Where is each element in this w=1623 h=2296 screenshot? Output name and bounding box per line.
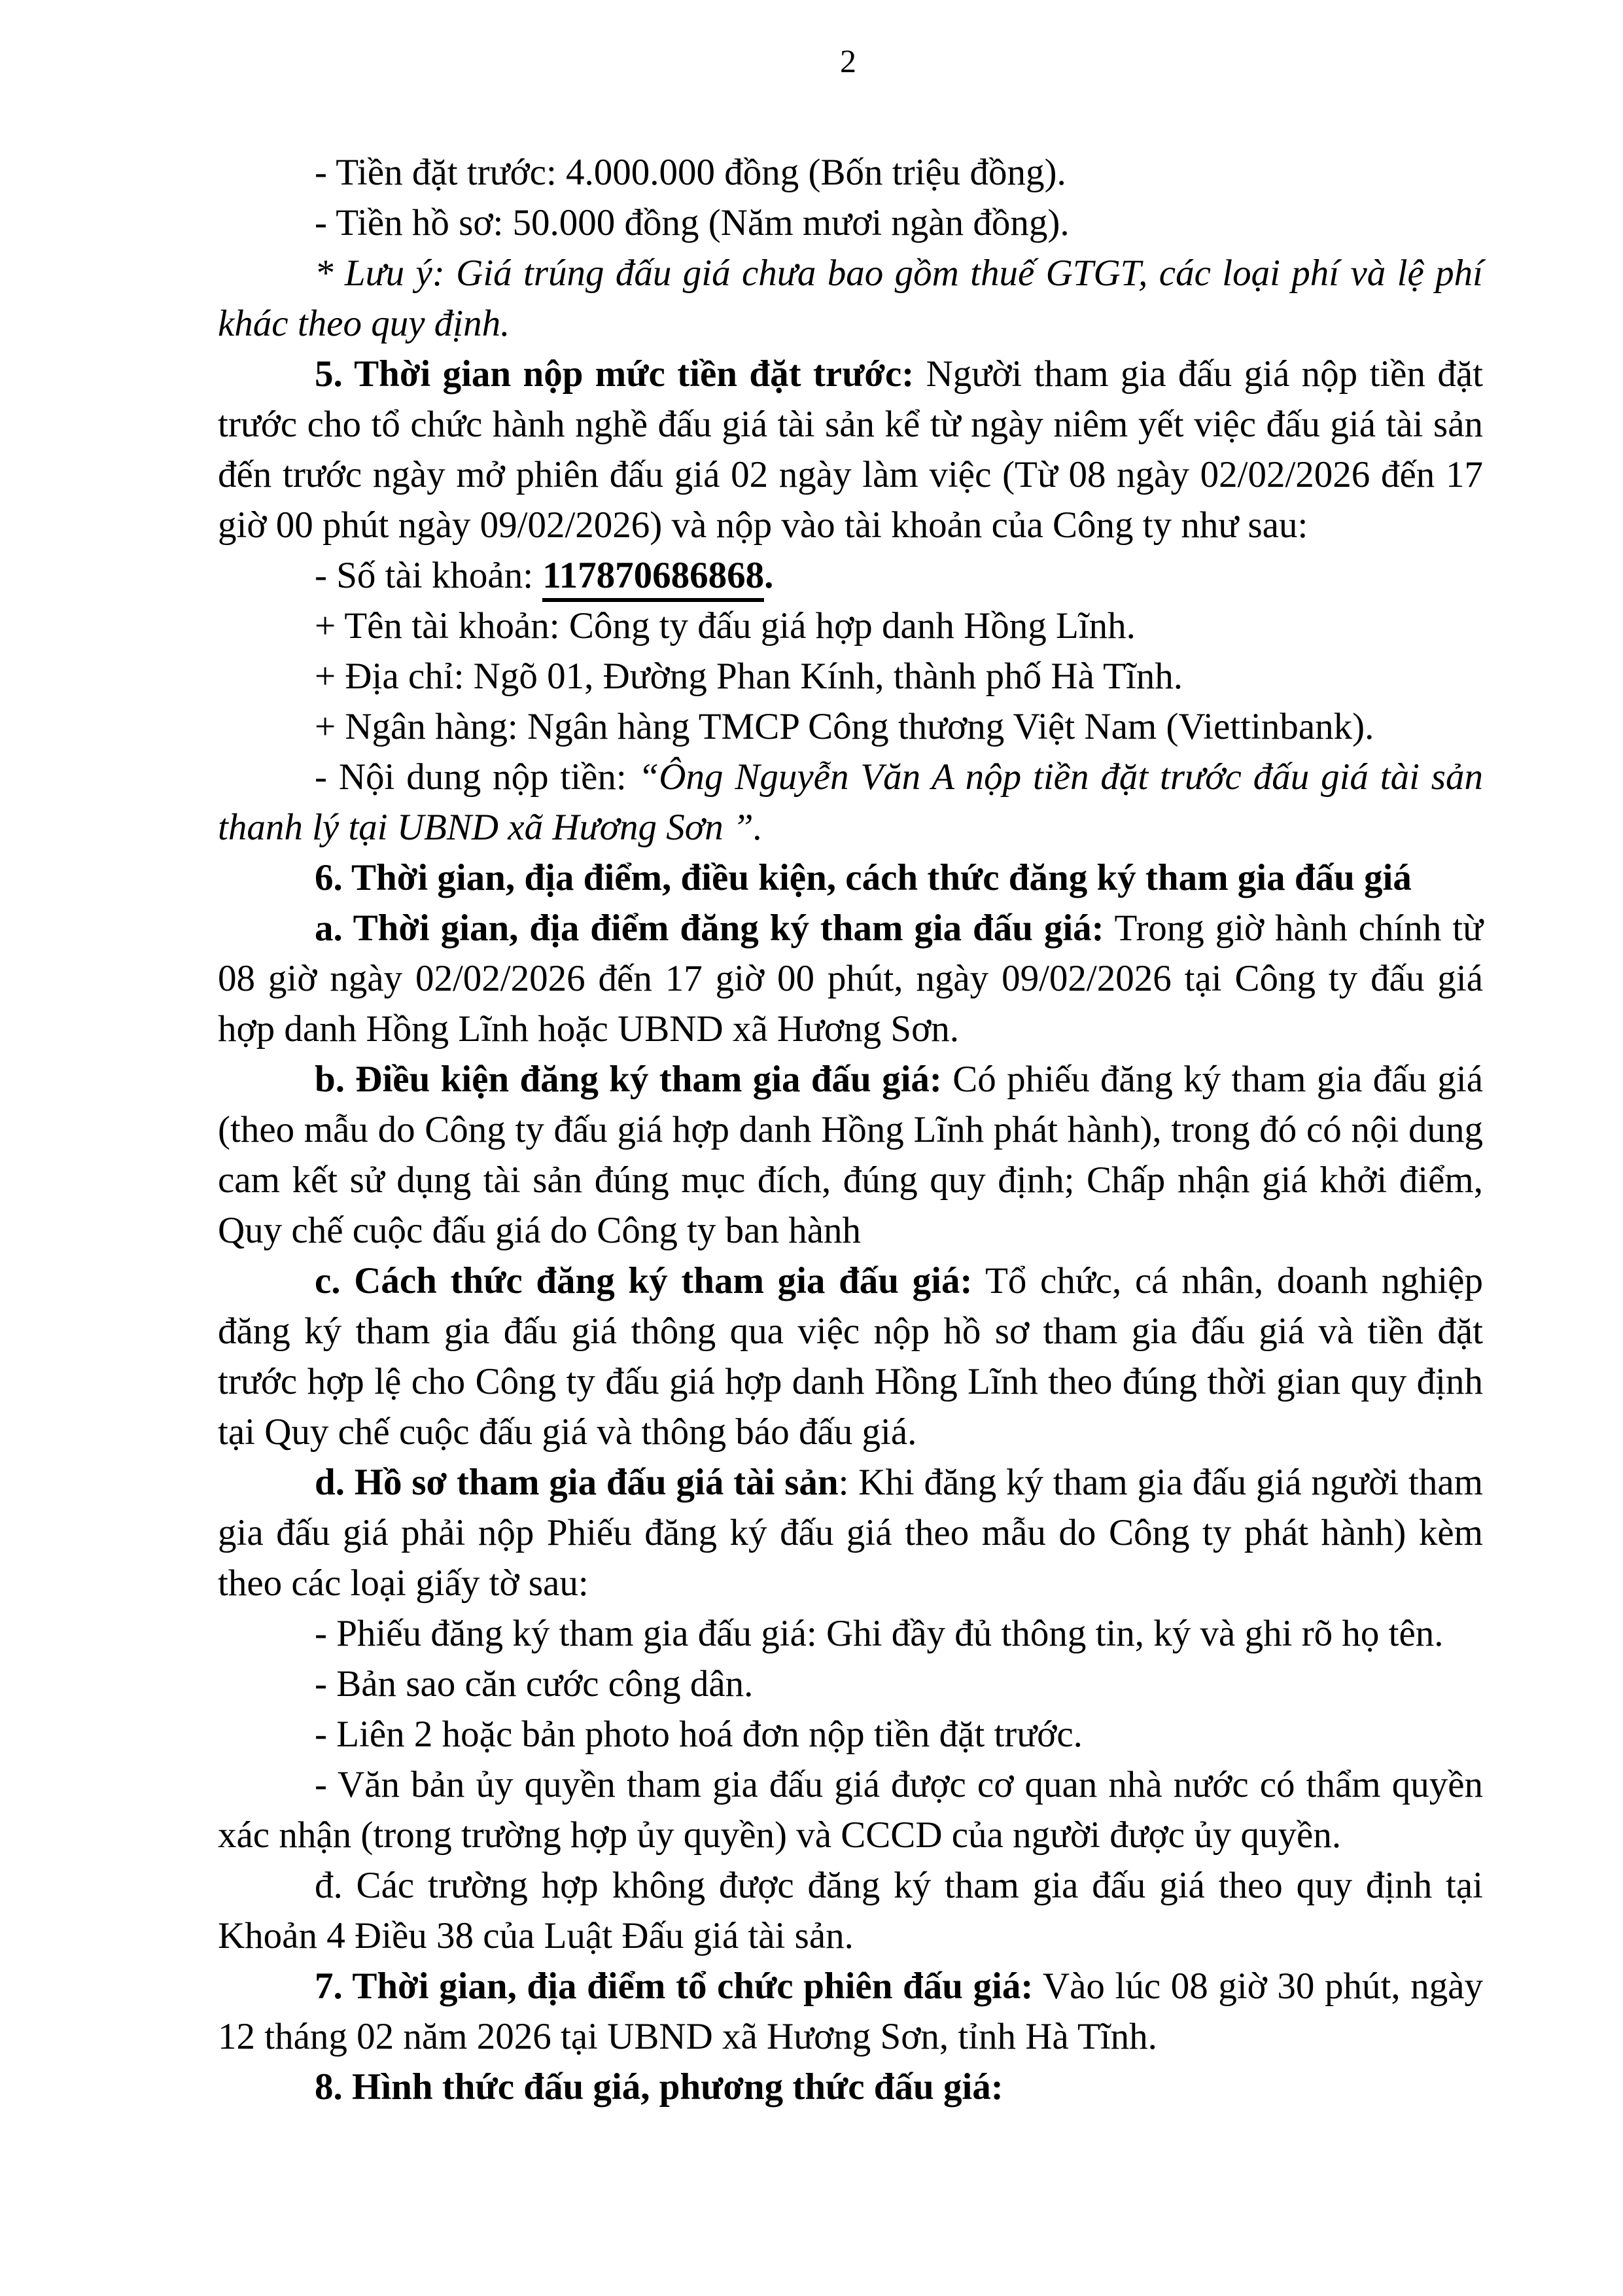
dossier-item-receipt <box>218 1709 1483 1759</box>
text-segment: + Tên tài khoản: Công ty đấu giá hợp danh Hồng Lĩnh. <box>315 605 1136 646</box>
text-segment: - Liên 2 hoặc bản photo hoá đơn nộp tiền đặt trước. <box>315 1714 1083 1755</box>
transfer-content-line <box>218 752 1483 853</box>
account-name-line <box>218 601 1483 651</box>
note-paragraph <box>218 248 1483 349</box>
bank-line <box>218 701 1483 752</box>
text-segment: d. Hồ sơ tham gia đấu giá tài sản <box>315 1462 839 1503</box>
text-segment: b. Điều kiện đăng ký tham gia đấu giá: <box>315 1059 942 1100</box>
text-segment: c. Cách thức đăng ký tham gia đấu giá: <box>315 1260 973 1301</box>
text-segment: a. Thời gian, địa điểm đăng ký tham gia đấu giá: <box>315 908 1104 949</box>
account-address-line <box>218 651 1483 701</box>
document-body <box>218 147 1483 2112</box>
text-segment: - Bản sao căn cước công dân. <box>315 1663 754 1704</box>
text-segment: 6. Thời gian, địa điểm, điều kiện, cách thức đăng ký tham gia đấu giá <box>315 857 1412 898</box>
section-6dd-excluded-cases <box>218 1860 1483 1961</box>
section-6-heading <box>218 853 1483 903</box>
dossier-fee-line <box>218 198 1483 248</box>
text-segment: + Địa chỉ: Ngõ 01, Đường Phan Kính, thành phố Hà Tĩnh. <box>315 656 1183 697</box>
text-segment: - Số tài khoản: <box>315 555 543 596</box>
section-6c-method <box>218 1256 1483 1457</box>
section-6b-conditions <box>218 1054 1483 1256</box>
section-7-auction-session <box>218 1961 1483 2062</box>
dossier-item-id-copy <box>218 1659 1483 1709</box>
text-segment: - Tiền đặt trước: 4.000.000 đồng (Bốn triệu đồng). <box>315 152 1066 193</box>
account-number-value: 117870686868 <box>542 555 764 602</box>
text-segment: - Phiếu đăng ký tham gia đấu giá: Ghi đầy đủ thông tin, ký và ghi rõ họ tên. <box>315 1613 1444 1654</box>
text-segment: 8. Hình thức đấu giá, phương thức đấu giá: <box>315 2066 1003 2108</box>
dossier-item-authorization <box>218 1759 1483 1860</box>
text-segment: - Văn bản ủy quyền tham gia đấu giá được cơ quan nhà nước có thẩm quyền xác nhận (trong trường hợp ủy quyền) và CCCD của người được ủy quyền. <box>218 1764 1483 1856</box>
text-segment: 7. Thời gian, địa điểm tổ chức phiên đấu giá: <box>315 1966 1034 2007</box>
page-number: 2 <box>840 43 856 79</box>
section-6d-dossier <box>218 1457 1483 1608</box>
text-segment: - Nội dung nộp tiền: <box>315 756 638 798</box>
section-6a-registration-time <box>218 903 1483 1054</box>
text-segment: Người tham gia đấu giá nộp tiền đặt trước cho tổ chức hành nghề đấu giá tài sản kể từ ngày niêm yết việc đấu giá tài sản đến trước ngày mở phiên đấu giá 02 ngày làm việc (Từ 08 ngày 02/02/2026 đến 17 giờ 00 phút ngày 09/02/2026) và nộp vào tài khoản của Công ty như sau: <box>218 353 1484 546</box>
deposit-amount-line <box>218 147 1483 198</box>
text-segment: Tổ chức, cá nhân, doanh nghiệp đăng ký tham gia đấu giá thông qua việc nộp hồ sơ tham gia đấu giá và tiền đặt trước hợp lệ cho Công ty đấu giá hợp danh Hồng Lĩnh theo đúng thời gian quy định tại Quy chế cuộc đấu giá và thông báo đấu giá. <box>218 1260 1483 1453</box>
dossier-item-registration-form <box>218 1608 1483 1659</box>
text-segment: Có phiếu đăng ký tham gia đấu giá (theo mẫu do Công ty đấu giá hợp danh Hồng Lĩnh phát hành), trong đó có nội dung cam kết sử dụng tài sản đúng mục đích, đúng quy định; Chấp nhận giá khởi điểm, Quy chế cuộc đấu giá do Công ty ban hành <box>218 1059 1483 1251</box>
text-segment: Vào lúc 08 giờ 30 phút, ngày 12 tháng 02 năm 2026 tại UBND xã Hương Sơn, tỉnh Hà Tĩnh. <box>218 1966 1483 2057</box>
section-5-deposit-time <box>218 349 1483 550</box>
text-segment: đ. Các trường hợp không được đăng ký tham gia đấu giá theo quy định tại Khoản 4 Điều 38 của Luật Đấu giá tài sản. <box>218 1865 1483 1956</box>
text-segment: - Tiền hồ sơ: 50.000 đồng (Năm mươi ngàn đồng). <box>315 202 1070 243</box>
text-segment: Trong giờ hành chính từ 08 giờ ngày 02/02/2026 đến 17 giờ 00 phút, ngày 09/02/2026 tại Công ty đấu giá hợp danh Hồng Lĩnh hoặc UBND xã Hương Sơn. <box>218 908 1483 1050</box>
text-segment: + Ngân hàng: Ngân hàng TMCP Công thương Việt Nam (Viettinbank). <box>315 706 1374 747</box>
text-segment: “Ông Nguyễn Văn A nộp tiền đặt trước đấu giá tài sản thanh lý tại UBND xã Hương Sơn ”. <box>218 756 1483 848</box>
text-segment: 5. Thời gian nộp mức tiền đặt trước: <box>315 353 915 395</box>
text-segment: * Lưu ý: Giá trúng đấu giá chưa bao gồm thuế GTGT, các loại phí và lệ phí khác theo quy định. <box>218 253 1483 344</box>
account-number-line <box>218 550 1483 601</box>
text-segment: . <box>764 555 774 596</box>
section-8-heading <box>218 2062 1483 2112</box>
text-segment: : Khi đăng ký tham gia đấu giá người tham gia đấu giá phải nộp Phiếu đăng ký đấu giá theo mẫu do Công ty phát hành) kèm theo các loại giấy tờ sau: <box>218 1462 1483 1604</box>
